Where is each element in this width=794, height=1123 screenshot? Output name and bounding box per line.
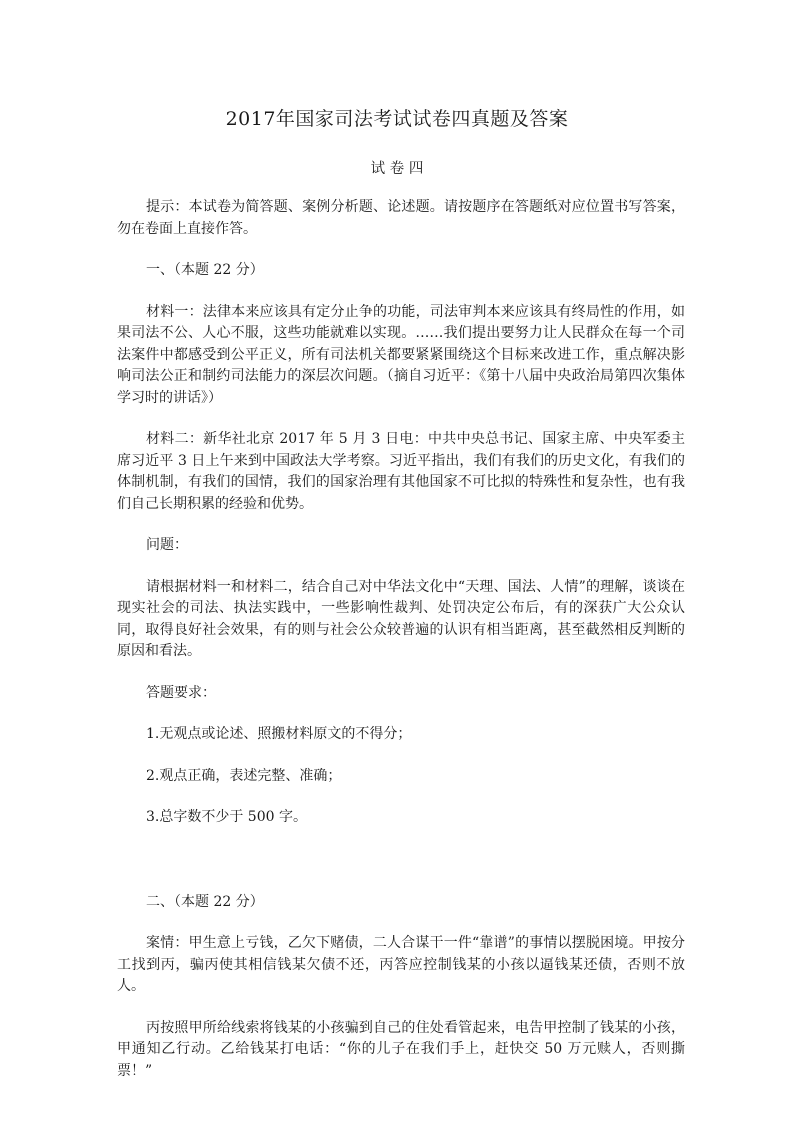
question-1-heading: 一、（本题 22 分） [146, 262, 264, 278]
question-1-prompt: 请根据材料一和材料二，结合自己对中华法文化中“天理、国法、人情”的理解，谈谈在现实社会的司法、执法实践中，一些影响性裁判、处罚决定公布后，有的深获广大公众认同，取得良好社会效果，有的则与社会公众较普遍的认识有相当距离，甚至截然相反判断的原因和看法。 [117, 578, 685, 659]
material-1-paragraph: 材料一：法律本来应该具有定分止争的功能，司法审判本来应该具有终局性的作用，如果司法不公、人心不服，这些功能就难以实现。……我们提出要努力让人民群众在每一个司法案件中都感受到公平正义，所有司法机关都要紧紧围绕这个目标来改进工作，重点解决影响司法公正和制约司法能力的深层次问题。（摘自习近平：《第十八届中央政治局第四次集体学习时的讲话》） [117, 303, 685, 406]
document-title: 2017年国家司法考试试卷四真题及答案 [225, 108, 569, 130]
requirement-item: 3.总字数不少于 500 字。 [146, 809, 307, 825]
document-body [117, 197, 685, 1102]
question-label: 问题： [146, 537, 188, 553]
requirements-label: 答题要求： [146, 684, 216, 701]
requirement-item: 2.观点正确，表述完整、准确； [146, 767, 342, 784]
requirement-item: 1.无观点或论述、照搬材料原文的不得分； [146, 726, 412, 742]
exam-paper-heading: 试 卷 四 [370, 161, 424, 177]
material-2-paragraph: 材料二：新华社北京 2017 年 5 月 3 日电：中共中央总书记、国家主席、中央军委主席习近平 3 日上午来到中国政法大学考察。习近平指出，我们有我们的历史文化，有我们的体制机制，有我们的国情，我们的国家治理有其他国家不可比拟的特殊性和复杂性，也有我们自己长期积累的经验和优势。 [117, 431, 685, 512]
case-facts-paragraph: 案情：甲生意上亏钱，乙欠下赌债，二人合谋干一件“靠谱”的事情以摆脱困境。甲按分工找到丙，骗丙使其相信钱某欠债不还，丙答应控制钱某的小孩以逼钱某还债，否则不放人。 [117, 935, 685, 994]
case-facts-paragraph: 丙按照甲所给线索将钱某的小孩骗到自己的住处看管起来，电告甲控制了钱某的小孩，甲通知乙行动。乙给钱某打电话：“你的儿子在我们手上，赶快交 50 万元赎人，否则撕票！” [117, 1019, 685, 1079]
instructions-paragraph: 提示：本试卷为简答题、案例分析题、论述题。请按题序在答题纸对应位置书写答案，勿在卷面上直接作答。 [117, 199, 685, 237]
question-2-heading: 二、（本题 22 分） [146, 893, 264, 910]
